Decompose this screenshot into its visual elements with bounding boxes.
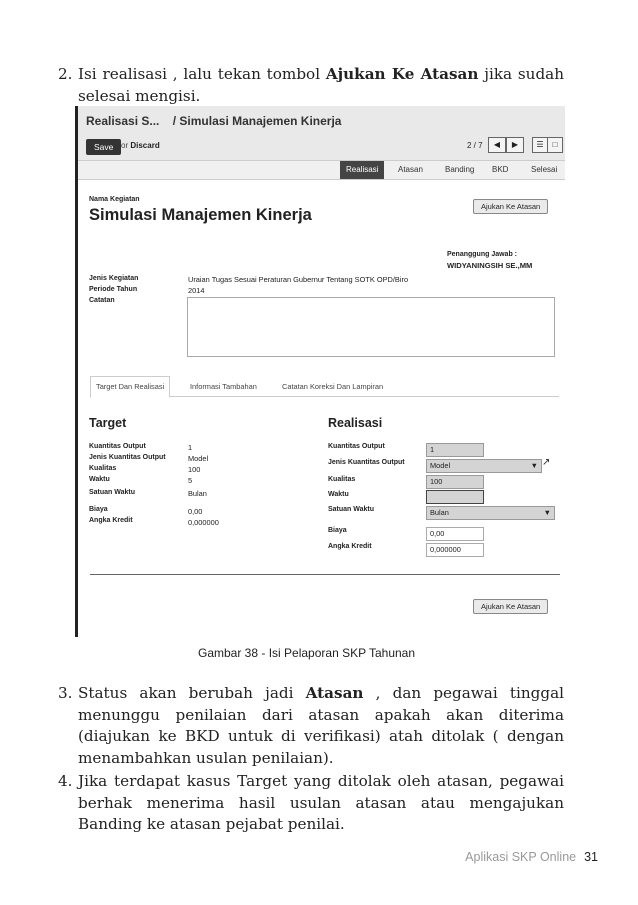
target-angka-value: 0,000000	[188, 518, 219, 527]
or-text: or	[121, 141, 129, 150]
save-button[interactable]: Save	[86, 139, 121, 155]
target-jenis-label: Jenis Kuantitas Output	[89, 454, 166, 461]
realisasi-satuan-select[interactable]	[426, 506, 555, 520]
tab-catatan-koreksi[interactable]: Catatan Koreksi Dan Lampiran	[282, 382, 384, 391]
step-3-bold: Atasan	[305, 684, 364, 702]
list-view-button[interactable]	[532, 137, 548, 153]
realisasi-angka-label: Angka Kredit	[328, 543, 372, 550]
target-biaya-label: Biaya	[89, 506, 108, 513]
tab-bar	[90, 376, 559, 397]
nama-kegiatan-label: Nama Kegiatan	[89, 196, 140, 203]
arrow-left-icon: ◀	[493, 140, 501, 149]
tab-informasi-tambahan[interactable]: Informasi Tambahan	[190, 382, 257, 391]
target-angka-label: Angka Kredit	[89, 517, 133, 524]
periode-value: 2014	[188, 286, 205, 295]
target-satuan-label: Satuan Waktu	[89, 489, 136, 496]
target-heading: Target	[89, 416, 127, 430]
pager: 2 / 7	[467, 141, 483, 150]
step-2-text-a: Isi realisasi , lalu tekan tombol	[78, 65, 326, 83]
breadcrumb	[86, 114, 341, 128]
target-waktu-value: 5	[188, 476, 193, 485]
step-3-text-a: Status akan berubah jadi	[78, 684, 306, 702]
target-satuan-value: Bulan	[188, 489, 207, 498]
left-border	[75, 106, 78, 637]
realisasi-kualitas-input[interactable]: 100	[426, 475, 484, 489]
dropdown-icon: ▼	[530, 461, 538, 470]
status-bkd[interactable]: BKD	[492, 165, 509, 174]
discard-group	[121, 141, 160, 150]
jenis-kegiatan-label: Jenis Kegiatan	[89, 275, 139, 282]
target-kuantitas-value: 1	[188, 443, 193, 452]
step-3-text-b: , dan pegawai tinggal menunggu penilaian dari atasan apakah akan diterima (diajukan ke BKD untuk di verifikasi) atah ditolak ( dengan menambahkan usulan penilaian).	[78, 684, 564, 767]
realisasi-jenis-value: Model	[430, 461, 451, 470]
breadcrumb-separator: /	[172, 114, 177, 128]
realisasi-jenis-select[interactable]	[426, 459, 542, 473]
ajukan-ke-atasan-button[interactable]: Ajukan Ke Atasan	[473, 199, 548, 214]
breadcrumb-current: Simulasi Manajemen Kinerja	[179, 114, 342, 128]
status-bar	[78, 161, 565, 180]
form-icon: □	[552, 140, 558, 149]
realisasi-heading: Realisasi	[328, 416, 383, 430]
step-4-text: Jika terdapat kasus Target yang ditolak oleh atasan, pegawai berhak menerima hasil usulan atasan atau mengajukan Banding ke atasan pejabat penilai.	[78, 772, 564, 833]
target-biaya-value: 0,00	[188, 507, 203, 516]
prev-record-button[interactable]	[488, 137, 506, 153]
realisasi-jenis-label: Jenis Kuantitas Output	[328, 459, 405, 466]
target-kualitas-label: Kualitas	[89, 465, 117, 472]
realisasi-satuan-value: Bulan	[430, 508, 449, 517]
penanggung-name: WIDYANINGSIH SE.,MM	[447, 261, 533, 270]
page-number: 31	[584, 850, 598, 864]
realisasi-kualitas-label: Kualitas	[328, 476, 356, 483]
jenis-kegiatan-value: Uraian Tugas Sesuai Peraturan Gubernur Tentang SOTK OPD/Biro	[188, 275, 409, 284]
step-2-text-b: jika sudah selesai mengisi.	[78, 65, 565, 105]
step-4-paragraph	[58, 771, 564, 836]
status-selesai[interactable]: Selesai	[531, 165, 558, 174]
form-view-button[interactable]	[547, 137, 563, 153]
arrow-right-icon: ▶	[511, 140, 519, 149]
ajukan-ke-atasan-bottom-button[interactable]: Ajukan Ke Atasan	[473, 599, 548, 614]
step-2-paragraph	[58, 64, 565, 107]
target-waktu-label: Waktu	[89, 476, 110, 483]
next-record-button[interactable]	[506, 137, 524, 153]
status-realisasi[interactable]: Realisasi	[340, 161, 384, 179]
step-3-paragraph	[58, 683, 564, 769]
realisasi-satuan-label: Satuan Waktu	[328, 506, 375, 513]
step-3-number: 3.	[58, 684, 73, 702]
app-screenshot	[75, 106, 565, 637]
external-link-icon[interactable]: ↗	[542, 457, 551, 468]
dropdown-icon: ▼	[543, 508, 551, 517]
target-kuantitas-label: Kuantitas Output	[89, 443, 146, 450]
realisasi-waktu-label: Waktu	[328, 491, 349, 498]
target-kualitas-value: 100	[188, 465, 201, 474]
figure-caption: Gambar 38 - Isi Pelaporan SKP Tahunan	[198, 646, 416, 660]
discard-button[interactable]: Discard	[130, 141, 160, 150]
status-banding[interactable]: Banding	[445, 165, 475, 174]
target-jenis-value: Model	[188, 454, 209, 463]
step-2-number: 2.	[58, 65, 73, 83]
catatan-label: Catatan	[89, 297, 115, 304]
status-atasan[interactable]: Atasan	[398, 165, 423, 174]
realisasi-angka-input[interactable]: 0,000000	[426, 543, 484, 557]
catatan-textarea[interactable]	[187, 297, 555, 357]
step-4-number: 4.	[58, 772, 73, 790]
form-header	[78, 106, 565, 161]
realisasi-kuantitas-input[interactable]: 1	[426, 443, 484, 457]
realisasi-kuantitas-label: Kuantitas Output	[328, 443, 385, 450]
page-footer	[465, 850, 598, 864]
realisasi-biaya-label: Biaya	[328, 527, 347, 534]
realisasi-biaya-input[interactable]: 0,00	[426, 527, 484, 541]
tab-target-realisasi[interactable]: Target Dan Realisasi	[90, 376, 170, 398]
breadcrumb-parent[interactable]: Realisasi S...	[86, 114, 160, 128]
divider	[90, 574, 560, 575]
list-icon: ☰	[536, 140, 544, 149]
footer-app-name: Aplikasi SKP Online	[465, 850, 577, 864]
step-2-bold: Ajukan Ke Atasan	[325, 65, 479, 83]
penanggung-label: Penanggung Jawab :	[447, 251, 518, 258]
nama-kegiatan-title: Simulasi Manajemen Kinerja	[89, 206, 312, 224]
periode-label: Periode Tahun	[89, 286, 138, 293]
realisasi-waktu-input[interactable]	[426, 490, 484, 504]
